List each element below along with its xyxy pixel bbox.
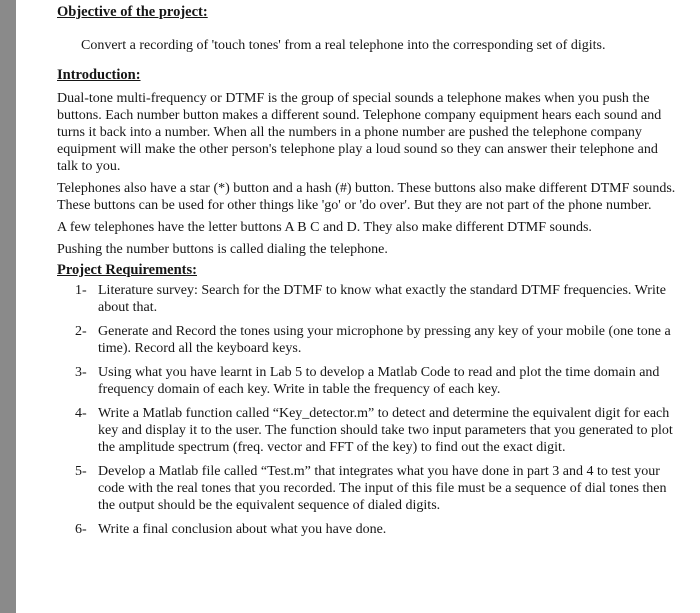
requirement-item	[75, 463, 677, 514]
objective-heading: Objective of the project:	[57, 4, 208, 20]
requirement-item	[75, 323, 677, 357]
requirement-number: 2-	[75, 324, 87, 339]
intro-paragraph-4: Pushing the number buttons is called dialing the telephone.	[57, 242, 388, 257]
requirement-text: Using what you have learnt in Lab 5 to develop a Matlab Code to read and plot the time domain and frequency domain of each key. Write in table the frequency of each key.	[98, 365, 660, 397]
document	[57, 4, 677, 545]
requirement-number: 1-	[75, 283, 87, 298]
intro-paragraph-1: Dual-tone multi-frequency or DTMF is the group of special sounds a telephone makes when you push the buttons. Each number button makes a different sound. Telephone company equipment hears each sound and turns it back into a number. When all the numbers in a phone number are pushed the telephone company equipment will make the other person's telephone play a loud sound so they can answer their telephone and talk to you.	[57, 91, 662, 174]
requirement-number: 5-	[75, 464, 87, 479]
requirement-text: Generate and Record the tones using your microphone by pressing any key of your mobile (one tone a time). Record all the keyboard keys.	[98, 324, 671, 356]
requirement-item	[75, 521, 677, 538]
intro-paragraph-2: Telephones also have a star (*) button and a hash (#) button. These buttons also make different DTMF sounds. These buttons can be used for other things like 'go' or 'do over'. But they are not part of the phone number.	[57, 181, 676, 213]
requirement-text: Write a Matlab function called “Key_detector.m” to detect and determine the equivalent digit for each key and display it to the user. The function should take two input parameters that you generated to plot the amplitude spectrum (freq. vector and FFT of the key) to find out the exact digit.	[98, 406, 673, 455]
introduction-heading: Introduction:	[57, 67, 141, 83]
requirement-number: 3-	[75, 365, 87, 380]
requirements-list	[75, 282, 677, 538]
requirement-item	[75, 405, 677, 456]
intro-paragraph-3: A few telephones have the letter buttons A B C and D. They also make different DTMF sounds.	[57, 220, 592, 235]
requirement-item	[75, 364, 677, 398]
requirement-text: Literature survey: Search for the DTMF to know what exactly the standard DTMF frequencies. Write about that.	[98, 283, 666, 315]
requirement-number: 4-	[75, 406, 87, 421]
requirement-text: Develop a Matlab file called “Test.m” that integrates what you have done in part 3 and 4 to test your code with the real tones that you recorded. The input of this file must be a sequence of dial tones then the output should be the equivalent sequence of dialed digits.	[98, 464, 667, 513]
requirement-text: Write a final conclusion about what you have done.	[98, 522, 387, 537]
objective-text: Convert a recording of 'touch tones' from a real telephone into the corresponding set of digits.	[81, 38, 606, 53]
page-edge-shadow	[0, 0, 16, 613]
requirement-number: 6-	[75, 522, 87, 537]
requirement-item	[75, 282, 677, 316]
requirements-heading: Project Requirements:	[57, 262, 197, 278]
